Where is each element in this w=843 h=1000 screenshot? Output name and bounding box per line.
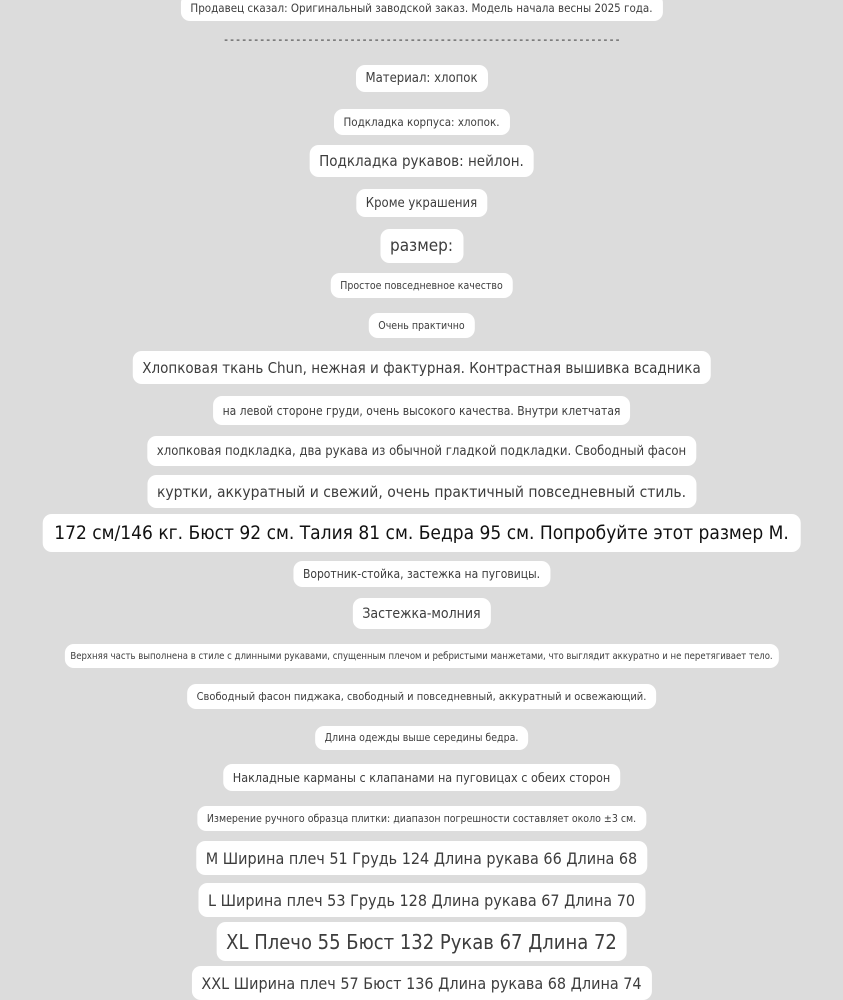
size-row-xl: XL Плечо 55 Бюст 132 Рукав 67 Длина 72	[216, 922, 627, 961]
seller-note: Продавец сказал: Оригинальный заводской заказ. Модель начала весны 2025 года.	[180, 0, 662, 21]
size-row-xxl: XXL Ширина плеч 57 Бюст 136 Длина рукава 68 Длина 74	[191, 966, 651, 1000]
jacket-fit-line: Свободный фасон пиджака, свободный и повседневный, аккуратный и освежающий.	[187, 684, 657, 709]
measurement-note: Измерение ручного образца плитки: диапазон погрешности составляет около ±3 см.	[197, 806, 646, 831]
very-practical-line: Очень практично	[368, 313, 474, 338]
pockets-line: Накладные карманы с клапанами на пуговицах с обеих сторон	[223, 764, 621, 791]
model-fit-line: 172 см/146 кг. Бюст 92 см. Талия 81 см. Бедра 95 см. Попробуйте этот размер M.	[42, 514, 801, 552]
body-lining-line: Подкладка корпуса: хлопок.	[333, 109, 509, 135]
length-line: Длина одежды выше середины бедра.	[315, 726, 529, 750]
top-style-line: Верхняя часть выполнена в стиле с длинными рукавами, спущенным плечом и ребристыми манжетами, что выглядит аккуратно и не перетягивает тело.	[64, 644, 778, 668]
size-row-l: L Ширина плеч 53 Грудь 128 Длина рукава 67 Длина 70	[198, 883, 645, 917]
except-decoration-line: Кроме украшения	[356, 189, 487, 217]
description-line-3: хлопковая подкладка, два рукава из обычной гладкой подкладки. Свободный фасон	[147, 436, 696, 466]
description-line-1: Хлопковая ткань Chun, нежная и фактурная. Контрастная вышивка всадника	[132, 351, 710, 384]
sleeve-lining-line: Подкладка рукавов: нейлон.	[309, 145, 534, 177]
description-line-2: на левой стороне груди, очень высокого качества. Внутри клетчатая	[213, 396, 631, 425]
casual-quality-line: Простое повседневное качество	[330, 273, 513, 298]
zipper-line: Застежка-молния	[352, 598, 490, 629]
dashed-divider: ------------------------------------------------------------------	[222, 33, 621, 46]
size-heading: размер:	[380, 229, 463, 263]
material-line: Материал: хлопок	[355, 65, 487, 92]
collar-line: Воротник-стойка, застежка на пуговицы.	[293, 561, 550, 587]
description-line-4: куртки, аккуратный и свежий, очень практичный повседневный стиль.	[147, 475, 696, 508]
size-row-m: M Ширина плеч 51 Грудь 124 Длина рукава 66 Длина 68	[196, 841, 647, 875]
